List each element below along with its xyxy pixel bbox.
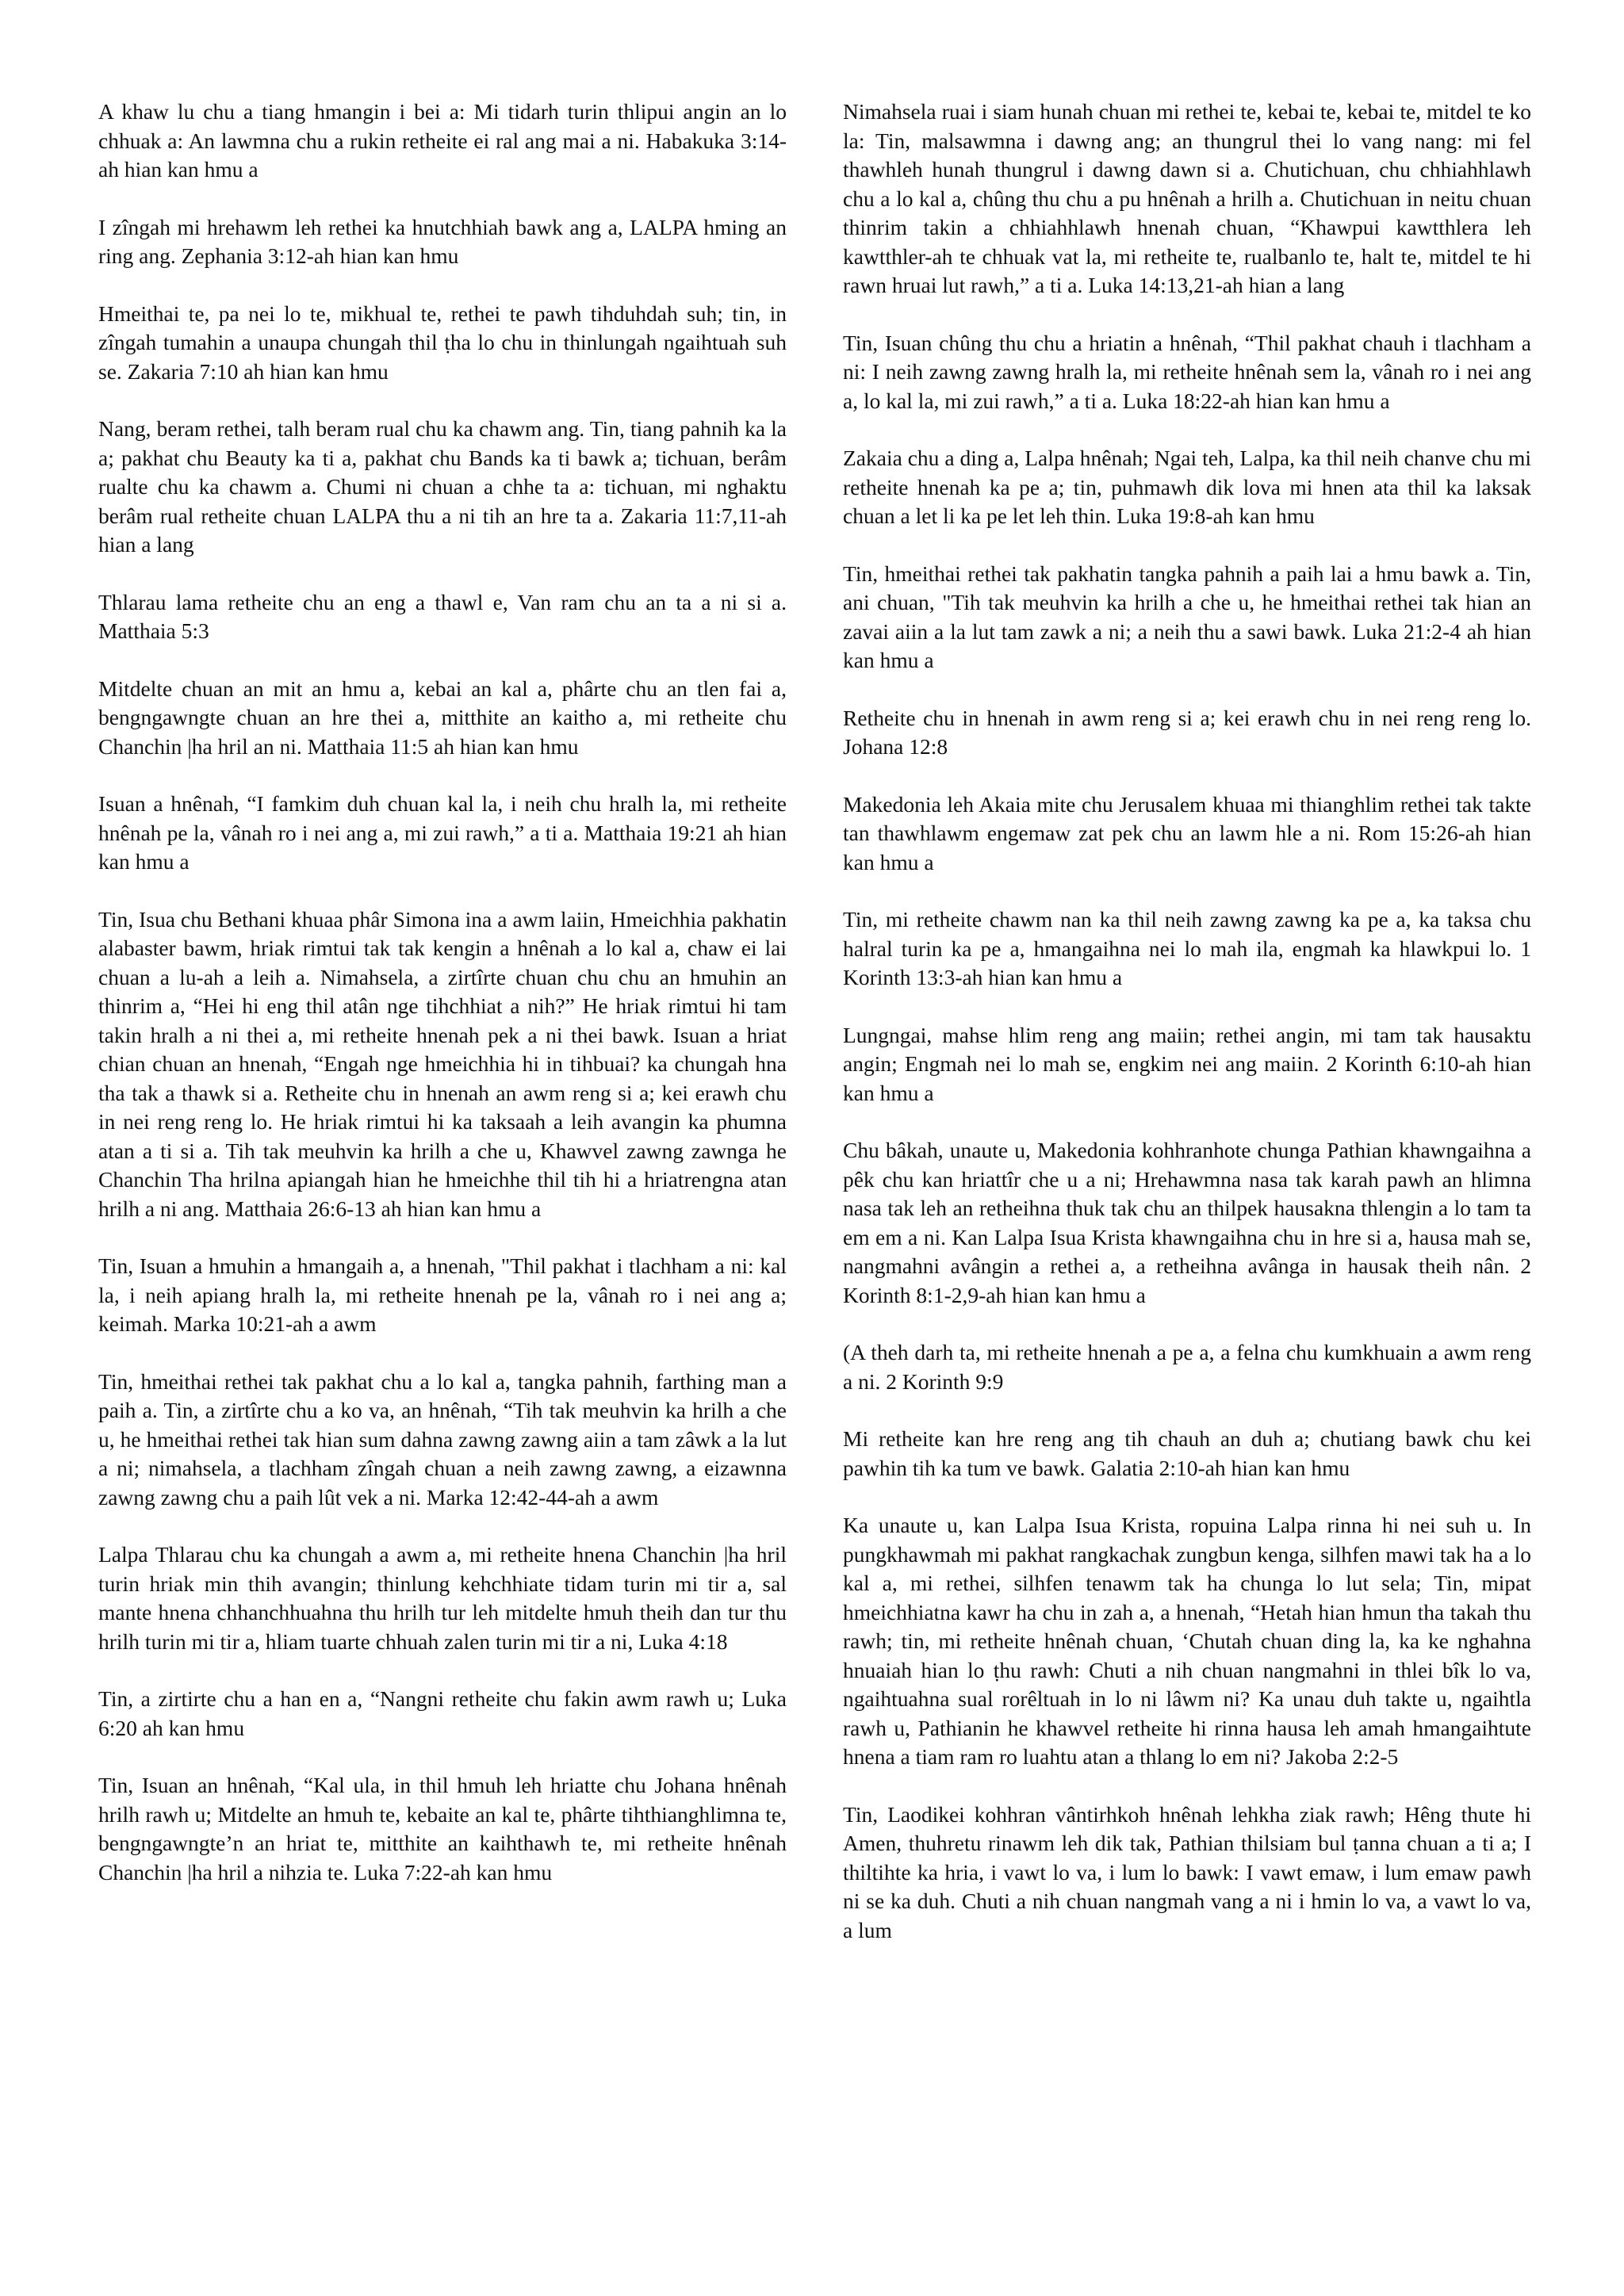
paragraph: Chu bâkah, unaute u, Makedonia kohhranhote chunga Pathian khawngaihna a pêk chu kan hriattîr che u a ni; Hrehawmna nasa tak karah pawh an hlimna nasa tak leh an retheihna thuk tak chu an thilpek hausakna thlengin a lo tam ta em em a ni. Kan Lalpa Isua Krista khawngaihna chu in hre si a, hausa mah se, nangmahni avângin a rethei a, a retheihna avânga in hausak theih nân. 2 Korinth 8:1-2,9-ah hian kan hmu a — [843, 1138, 1531, 1307]
paragraph: Nimahsela ruai i siam hunah chuan mi rethei te, kebai te, kebai te, mitdel te ko la: Tin, malsawmna i dawng ang; an thungrul thei lo vang nang: mi fel thawhleh hunah thungrul i dawng dawn si a. Chutichuan, chu chhiahhlawh chu a lo kal a, chûng thu chu a pu hnênah a hrilh a. Chutichuan in neitu chuan thinrim takin a chhiahhlawh hnenah chuan, “Khawpui kawtthlera leh kawtthler-ah te chhuak vat la, mi retheite te, rualbanlo te, halt te, mitdel te hi rawn hruai lut rawh,” a ti a. Luka 14:13,21-ah hian a lang — [843, 99, 1531, 297]
paragraph: (A theh darh ta, mi retheite hnenah a pe a, a felna chu kumkhuain a awm reng a ni. 2 Korinth 9:9 — [843, 1340, 1531, 1394]
paragraph: Tin, Laodikei kohhran vântirhkoh hnênah lehkha ziak rawh; Hêng thute hi Amen, thuhretu rinawm leh dik tak, Pathian thilsiam bul ṭanna chuan a ti a; I thiltihte ka hria, i vawt lo va, i lum lo bawk: I vawt emaw, i lum emaw pawh ni se ka duh. Chuti a nih chuan nangmah vang a ni i hmin lo va, a vawt lo va, a lum — [843, 1801, 1531, 1942]
paragraph: I zîngah mi hrehawm leh rethei ka hnutchhiah bawk ang a, LALPA hming an ring ang. Zephania 3:12-ah hian kan hmu — [98, 214, 787, 268]
paragraph: Lalpa Thlarau chu ka chungah a awm a, mi retheite hnena Chanchin |ha hril turin hriak min thih avangin; thinlung kehchhiate tidam turin mi tir a, sal mante hnena chhanchhuahna thu hrilh tur leh mitdelte hmuh theih dan tur thu hrilh turin mi tir a, hliam tuarte chhuah zalen turin mi tir a ni, Luka 4:18 — [98, 1542, 787, 1654]
paragraph: Makedonia leh Akaia mite chu Jerusalem khuaa mi thianghlim rethei tak takte tan thawhlawm engemaw zat pek chu an lawm hle a ni. Rom 15:26-ah hian kan hmu a — [843, 791, 1531, 874]
paragraph: Tin, a zirtirte chu a han en a, “Nangni retheite chu fakin awm rawh u; Luka 6:20 ah kan hmu — [98, 1686, 787, 1740]
paragraph: Tin, mi retheite chawm nan ka thil neih zawng zawng ka pe a, ka taksa chu halral turin ka pe a, hmangaihna nei lo mah ila, engmah ka hlawkpui lo. 1 Korinth 13:3-ah hian kan hmu a — [843, 907, 1531, 989]
paragraph: Mitdelte chuan an mit an hmu a, kebai an kal a, phârte chu an tlen fai a, bengngawngte chuan an hre thei a, mitthite an kaitho a, mi retheite chu Chanchin |ha hril an ni. Matthaia 11:5 ah hian kan hmu — [98, 675, 787, 759]
paragraph: Retheite chu in hnenah in awm reng si a; kei erawh chu in nei reng reng lo. Johana 12:8 — [843, 705, 1531, 759]
paragraph: A khaw lu chu a tiang hmangin i bei a: Mi tidarh turin thlipui angin an lo chhuak a: An lawmna chu a rukin retheite ei ral ang mai a ni. Habakuka 3:14-ah hian kan hmu a — [98, 99, 787, 182]
paragraph: Mi retheite kan hre reng ang tih chauh an duh a; chutiang bawk chu kei pawhin tih ka tum ve bawk. Galatia 2:10-ah hian kan hmu — [843, 1426, 1531, 1480]
paragraph: Nang, beram rethei, talh beram rual chu ka chawm ang. Tin, tiang pahnih ka la a; pakhat chu Beauty ka ti a, pakhat chu Bands ka ti bawk a; tichuan, berâm rualte chu ka chawm a. Chumi ni chuan a chhe ta a: tichuan, mi nghaktu berâm rual retheite chuan LALPA thu a ni tih an hre ta a. Zakaria 11:7,11-ah hian a lang — [98, 416, 787, 557]
left-column — [98, 98, 787, 1915]
paragraph: Ka unaute u, kan Lalpa Isua Krista, ropuina Lalpa rinna hi nei suh u. In pungkhawmah mi pakhat rangkachak zungbun kenga, silhfen mawi tak ha a lo kal a, mi rethei, silhfen tenawm tak ha chunga lo lut sela; Tin, mipat hmeichhiatna kawr ha chu in zah a, a hnenah, “Hetah hian hmun tha takah thu rawh; tin, mi retheite hnênah chuan, ‘Chutah chuan ding la, ka ke nghahna hnuaiah hian lo ṭhu rawh: Chuti a nih chuan nangmahni in thlei bîk lo va, ngaihtuahna sual rorêltuah in lo ni lâwm ni? Ka unau duh takte u, ngaihtla rawh u, Pathianin he khawvel retheite hi rinna hausa leh amah hmangaihtute hnena a tiam ram ro luahtu atan a thlang lo em ni? Jakoba 2:2-5 — [843, 1513, 1531, 1769]
paragraph: Tin, hmeithai rethei tak pakhat chu a lo kal a, tangka pahnih, farthing man a paih a. Tin, a zirtîrte chu a ko va, an hnênah, “Tih tak meuhvin ka hrilh a che u, he hmeithai rethei tak hian sum dahna zawng zawng aiin a tam zâwk a la lut a ni; nimahsela, a tlachham zîngah chuan a neih zawng zawng, a eizawnna zawng zawng chu a paih lût vek a ni. Marka 12:42-44-ah a awm — [98, 1368, 787, 1510]
paragraph: Lungngai, mahse hlim reng ang maiin; rethei angin, mi tam tak hausaktu angin; Engmah nei lo mah se, engkim nei ang maiin. 2 Korinth 6:10-ah hian kan hmu a — [843, 1022, 1531, 1105]
paragraph: Tin, Isuan chûng thu chu a hriatin a hnênah, “Thil pakhat chauh i tlachham a ni: I neih zawng zawng hralh la, mi retheite hnênah sem la, vânah ro i nei ang a, lo kal la, mi zui rawh,” a ti a. Luka 18:22-ah hian kan hmu a — [843, 330, 1531, 413]
paragraph: Tin, Isuan an hnênah, “Kal ula, in thil hmuh leh hriatte chu Johana hnênah hrilh rawh u; Mitdelte an hmuh te, kebaite an kal te, phârte tihthianghlimna te, bengngawngte’n an hriat te, mitthite an kaihthawh te, mi retheite hnênah Chanchin |ha hril a nihzia te. Luka 7:22-ah kan hmu — [98, 1773, 787, 1885]
paragraph: Tin, Isuan a hmuhin a hmangaih a, a hnenah, "Thil pakhat i tlachham a ni: kal la, i neih apiang hralh la, mi retheite hnenah pe la, vânah ro i nei ang a; keimah. Marka 10:21-ah a awm — [98, 1253, 787, 1336]
paragraph: Zakaia chu a ding a, Lalpa hnênah; Ngai teh, Lalpa, ka thil neih chanve chu mi retheite hnenah ka pe a; tin, puhmawh dik lova mi hnen ata thil ka laksak chuan a let li ka pe let leh thin. Luka 19:8-ah kan hmu — [843, 446, 1531, 528]
paragraph: Hmeithai te, pa nei lo te, mikhual te, rethei te pawh tihduhdah suh; tin, in zîngah tumahin a unaupa chungah thil ṭha lo chu in thinlungah ngaihtuah suh se. Zakaria 7:10 ah hian kan hmu — [98, 300, 787, 384]
paragraph: Isuan a hnênah, “I famkim duh chuan kal la, i neih chu hralh la, mi retheite hnênah pe la, vânah ro i nei ang a, mi zui rawh,” a ti a. Matthaia 19:21 ah hian kan hmu a — [98, 791, 787, 874]
paragraph: Tin, Isua chu Bethani khuaa phâr Simona ina a awm laiin, Hmeichhia pakhatin alabaster bawm, hriak rimtui tak tak kengin a hnênah a lo kal a, chaw ei lai chuan a lu-ah a leih a. Nimahsela, a zirtîrte chuan chu chu an hmuhin an thinrim a, “Hei hi eng thil atân nge tihchhiat a nih?” He hriak rimtui hi tam takin hralh a ni thei a, mi retheite hnenah pek a ni thei bawk. Isuan a hriat chian chuan an hnenah, “Engah nge hmeichhia hi in tihbuai? ka chungah hna tha tak a thawk si a. Retheite chu in hnenah an awm reng si a; kei erawh chu in nei reng reng lo. He hriak rimtui hi ka taksaah a leih avangin ka phumna atan a ti si a. Tih tak meuhvin ka hrilh a che u, Khawvel zawng zawnga he Chanchin Tha hrilna apiangah hian he hmeichhe thil tih hi a hriatrengna atan hrilh a ni ang. Matthaia 26:6-13 ah hian kan hmu a — [98, 906, 787, 1221]
paragraph: Thlarau lama retheite chu an eng a thawl e, Van ram chu an ta a ni si a. Matthaia 5:3 — [98, 589, 787, 643]
right-column — [843, 98, 1531, 1973]
paragraph: Tin, hmeithai rethei tak pakhatin tangka pahnih a paih lai a hmu bawk a. Tin, ani chuan, "Tih tak meuhvin ka hrilh a che u, he hmeithai rethei tak hian an zavai aiin a la lut tam zawk a ni; a neih thu a sawi bawk. Luka 21:2-4 ah hian kan hmu a — [843, 561, 1531, 672]
